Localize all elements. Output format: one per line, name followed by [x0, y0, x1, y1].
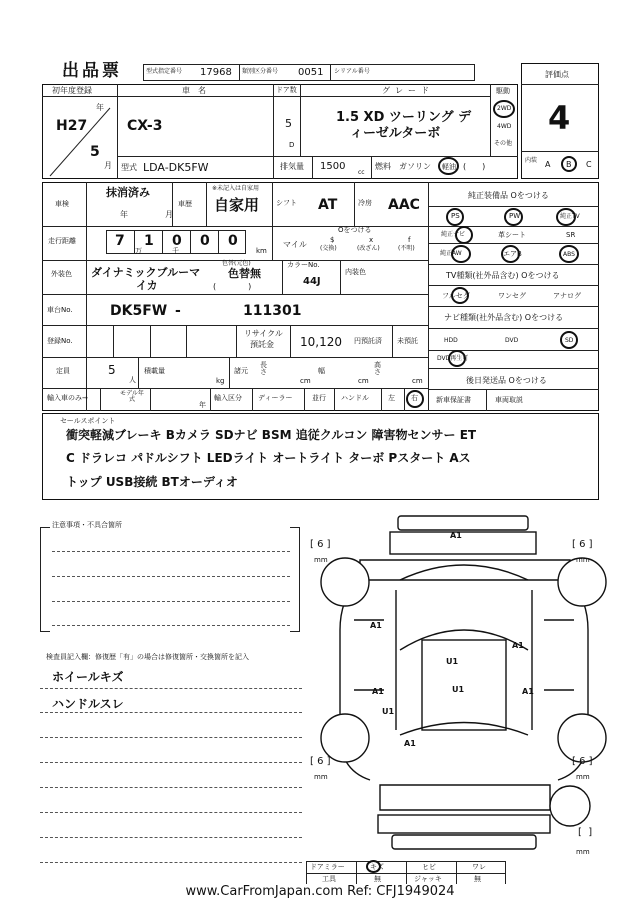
dvd-playback: DVD再生可: [437, 355, 469, 362]
mileage-digit: 1: [144, 233, 154, 249]
import-dealer: ディーラー: [258, 394, 293, 402]
fuel-label: 燃料: [375, 162, 391, 171]
damage-code: A1: [522, 687, 534, 696]
recycle-label2: 預託金: [250, 340, 274, 349]
navi-dvd: DVD: [505, 337, 519, 344]
equip-airbag-circle: [501, 245, 520, 263]
interior-color-label: 内装色: [345, 268, 366, 276]
mileage-mile: マイル: [283, 240, 307, 249]
dims-length: 長さ: [260, 361, 267, 376]
damage-code: A1: [512, 641, 524, 650]
name-label: 車名: [182, 86, 214, 95]
chassis-number: 111301: [243, 303, 302, 319]
inspection-month: 月: [165, 210, 173, 219]
drive-4wd: 4WD: [497, 123, 512, 130]
damage-code: A1: [372, 687, 384, 696]
mileage-unknown: (不明): [398, 245, 415, 252]
equip-ps-circle: [446, 208, 464, 226]
reg-year-label: 初年度登録: [52, 86, 92, 95]
jack-value: 無: [474, 875, 481, 883]
spare-depth: [ ]: [578, 827, 593, 838]
color-code-label: カラーNo.: [287, 261, 320, 269]
doors-value: 5: [285, 117, 292, 130]
fuel-paren: ( ): [463, 162, 486, 171]
capacity-value: 5: [108, 363, 116, 377]
dims-width: 幅: [318, 367, 325, 375]
equip-sr: SR: [566, 231, 576, 239]
mirror-break: ワレ: [472, 863, 486, 871]
damage-code: A1: [404, 739, 416, 748]
recycle-value: 10,120: [300, 335, 342, 349]
dims-cm: cm: [300, 377, 311, 385]
equip-pw: PW: [509, 212, 521, 220]
color-paren: ( ): [213, 282, 252, 291]
mirror-crack: ヒビ: [422, 863, 436, 871]
equip-navi-circle: [455, 226, 473, 244]
mileage-digit: 7: [115, 233, 125, 249]
navi-sd: SD: [565, 337, 574, 344]
equip-airbag: エアB: [503, 250, 522, 258]
inspector-label: 検査員記入欄：修復歴「有」の場合は修復箇所・交換箇所を記入: [46, 653, 249, 661]
ac-label: 冷房: [358, 199, 372, 207]
tire-depth-rl: [ 6 ]: [310, 756, 331, 767]
drive-other: その他: [494, 140, 513, 147]
history-label: 車歴: [178, 200, 192, 208]
navi-sd-circle: [560, 331, 578, 349]
inspection-year: 年: [120, 210, 128, 219]
tire-mm: mm: [576, 773, 590, 781]
selling-points-label: セールスポイント: [60, 417, 116, 425]
model-value: LDA-DK5FW: [143, 161, 209, 174]
interior-c: C: [586, 160, 592, 169]
dims-cm: cm: [412, 377, 423, 385]
import-parallel: 並行: [312, 394, 326, 402]
jack-label: ジャッキ: [414, 875, 442, 883]
mileage-km: km: [256, 247, 267, 255]
tv-fullseg-circle: [451, 287, 469, 304]
dvd-playback-circle: [448, 350, 466, 367]
tire-mm: mm: [576, 848, 590, 856]
drive-label: 駆動: [496, 87, 510, 95]
capacity-label: 定員: [56, 367, 70, 375]
mileage-digit: 0: [228, 233, 238, 249]
navi-hdd: HDD: [444, 337, 458, 344]
import-category-label: 輸入区分: [214, 394, 242, 402]
import-right: 右: [411, 394, 418, 402]
equip-aw: 純正AW: [440, 250, 462, 257]
equip-aw-circle: [451, 245, 471, 263]
import-year-unit: 年: [199, 401, 206, 409]
mileage-digit: 0: [200, 233, 210, 249]
displacement-value: 1500: [320, 161, 346, 172]
drive-2wd: 2WD: [497, 105, 512, 112]
fuel-diesel: 軽油: [442, 163, 456, 171]
note-line2: ハンドルスレ: [52, 697, 124, 711]
later-header: 後日発送品 Oをつける: [466, 376, 547, 385]
equip-pw-circle: [504, 208, 523, 226]
load-kg: kg: [216, 377, 225, 385]
selling-points-line1: 衝突軽減ブレーキ Bカメラ SDナビ BSM 追従クルコン 障害物センサー ET: [66, 428, 477, 442]
equip-tv-circle: [556, 208, 576, 226]
damage-code: A1: [370, 621, 382, 630]
doors-suffix: D: [289, 141, 295, 149]
mirror-label: ドアミラー: [310, 863, 345, 871]
color-orig-value: 色替無: [228, 267, 261, 280]
shift-value: AT: [318, 197, 338, 213]
damage-code: U1: [446, 657, 459, 666]
navi-header: ナビ種類(社外品含む) Oをつける: [444, 313, 564, 322]
mirror-scratch-circle: [366, 860, 381, 873]
model-year-label: モデル年式: [120, 390, 144, 403]
tire-front-left: [321, 558, 369, 606]
interior-label: 内装: [525, 157, 538, 164]
mileage-label: 走行距離: [48, 237, 76, 245]
history-note: ※未記入は自家用: [212, 185, 260, 192]
equip-leather: 革シート: [498, 231, 526, 239]
spare-tire: [550, 786, 590, 826]
color-name-line2: イカ: [136, 279, 158, 292]
chassis-dash: -: [175, 303, 181, 319]
tv-oneseg: ワンセグ: [498, 292, 526, 300]
equip-abs: ABS: [563, 251, 575, 258]
tool-value: 無: [374, 875, 381, 883]
tire-front-right: [558, 558, 606, 606]
chassis-label: 車台No.: [47, 306, 73, 314]
tire-depth-fl: [ 6 ]: [310, 539, 331, 550]
class-no: 0051: [298, 67, 324, 78]
model-label: 型式: [121, 163, 137, 172]
color-code: 44J: [303, 276, 321, 287]
watermark: www.CarFromJapan.com Ref: CFJ1949024: [0, 884, 640, 899]
history-value: 自家用: [214, 196, 260, 214]
drive-2wd-circle: [493, 100, 515, 118]
import-left: 左: [388, 394, 395, 402]
score-label: 評価点: [545, 70, 569, 79]
grade-line2: ィーゼルターボ: [350, 126, 441, 141]
page-title: 出品票: [62, 61, 122, 81]
color-label: 外装色: [51, 270, 72, 278]
recycle-unit: 円預託済: [354, 337, 382, 345]
mileage-exchange: (交換): [320, 245, 337, 252]
color-name-line1: ダイナミックブルーマ: [91, 266, 201, 279]
color-orig-label: 色替(元色): [222, 260, 251, 267]
inspection-label: 車検: [55, 200, 69, 208]
mileage-modified: (改ざん): [357, 245, 380, 252]
class-label: 類別区分番号: [242, 68, 279, 75]
equip-ps: PS: [451, 212, 460, 220]
tire-depth-fr: [ 6 ]: [572, 539, 593, 550]
damage-code: U1: [452, 685, 465, 694]
caution-bracket: [40, 527, 300, 632]
registration-label: 登録No.: [47, 337, 73, 345]
equip-abs-circle: [559, 245, 579, 263]
chassis-prefix: DK5FW: [110, 303, 168, 319]
equipment-header: 純正装備品 Oをつける: [468, 191, 549, 200]
mileage-x: x: [369, 236, 374, 244]
era-year: H27: [56, 118, 88, 134]
grade-line1: 1.5 XD ツーリング デ: [336, 110, 472, 125]
interior-b-circle: [561, 156, 577, 172]
mileage-f: f: [408, 236, 411, 244]
caution-label: 注意事項・不具合箇所: [52, 521, 122, 529]
interior-a: A: [545, 160, 551, 169]
ac-value: AAC: [388, 197, 420, 213]
tire-mm: mm: [576, 556, 590, 564]
model-cert-label: 型式指定番号: [146, 68, 183, 75]
damage-code: U1: [382, 707, 395, 716]
equip-tv: 純正TV: [560, 213, 580, 220]
displacement-label: 排気量: [280, 162, 304, 171]
inspection-status: 抹消済み: [106, 186, 150, 199]
import-steering: ハンドル: [341, 394, 369, 402]
tv-header: TV種類(社外品含む) Oをつける: [446, 271, 560, 280]
tv-fullseg: フルセグ: [442, 292, 470, 300]
car-name: CX-3: [127, 118, 163, 134]
recycle-label1: リサイクル: [244, 329, 283, 338]
doors-label: ドア数: [276, 86, 297, 94]
grade-label: グレード: [382, 86, 434, 95]
selling-points-line3: トップ USB接続 BTオーディオ: [66, 475, 238, 489]
mileage-dollar: $: [330, 236, 335, 244]
recycle-unpaid: 未預託: [397, 337, 418, 345]
tool-label: 工具: [322, 875, 336, 883]
shift-label: シフト: [276, 199, 297, 207]
dims-cm: cm: [358, 377, 369, 385]
equip-navi: 純正ナビ: [441, 231, 466, 238]
tire-rear-left: [321, 714, 369, 762]
capacity-unit: 人: [129, 376, 136, 384]
fuel-diesel-circle: [438, 157, 459, 175]
month-suffix: 月: [104, 161, 112, 170]
import-label: 輸入車のみ→: [47, 394, 88, 402]
cc-unit: cc: [358, 169, 365, 176]
selling-points-line2: C ドラレコ パドルシフト LEDライト オートライト ターボ Pスタート Aス: [66, 451, 471, 465]
mirror-scratch: キズ: [370, 863, 384, 871]
model-cert-no: 17968: [200, 67, 232, 78]
tire-rear-right: [558, 714, 606, 762]
dims-height: 高さ: [374, 361, 381, 376]
dims-label: 諸元: [234, 367, 248, 375]
tire-depth-rr: [ 6 ]: [572, 756, 593, 767]
tire-mm: mm: [314, 773, 328, 781]
serial-label: シリアル番号: [334, 68, 370, 75]
later-manual: 車両取説: [495, 396, 523, 404]
mileage-man: 万: [135, 247, 142, 255]
damage-code: A1: [450, 531, 462, 540]
load-label: 積載量: [144, 367, 165, 375]
later-warranty: 新車保証書: [436, 396, 471, 404]
mileage-sen: 千: [172, 247, 179, 255]
tire-mm: mm: [314, 556, 328, 564]
year-suffix: 年: [96, 103, 104, 112]
tv-analog: アナログ: [553, 292, 581, 300]
mileage-digit: 0: [172, 233, 182, 249]
import-right-circle: [406, 390, 424, 408]
note-line1: ホイールキズ: [52, 670, 124, 684]
mileage-circle-note: Oをつける: [338, 226, 372, 234]
interior-b: B: [566, 160, 572, 169]
reg-month: 5: [90, 144, 100, 160]
score-value: 4: [548, 99, 571, 137]
fuel-gas: ガソリン: [399, 162, 431, 171]
